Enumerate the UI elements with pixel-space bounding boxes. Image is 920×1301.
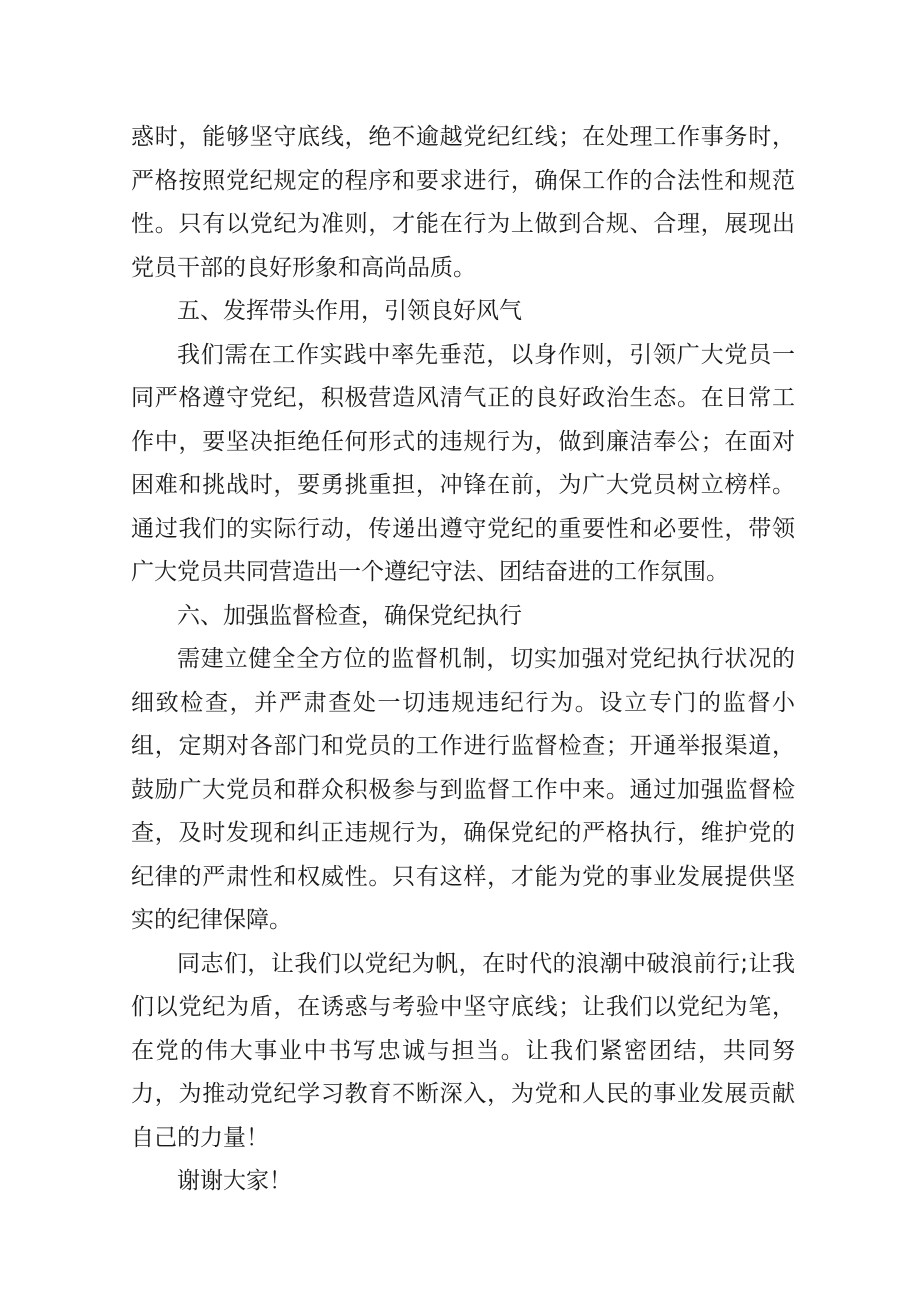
paragraph-supervision: 需建立健全全方位的监督机制，切实加强对党纪执行状况的细致检查，并严肃查处一切违规违纪行为。设立专门的监督小组，定期对各部门和党员的工作进行监督检查；开通举报渠道，鼓励广大党员和群众积极参与到监督工作中来。通过加强监督检查，及时发现和纠正违规行为，确保党纪的严格执行，维护党的纪律的严肃性和权威性。只有这样，才能为党的事业发展提供坚实的纪律保障。 (131, 646, 795, 933)
paragraph-closing-call: 同志们，让我们以党纪为帆，在时代的浪潮中破浪前行;让我们以党纪为盾，在诱惑与考验中坚守底线；让我们以党纪为笔，在党的伟大事业中书写忠诚与担当。让我们紧密团结，共同努力，为推动党纪学习教育不断深入，为党和人民的事业发展贡献自己的力量！ (131, 950, 795, 1151)
document-body (131, 116, 795, 1204)
paragraph-continuation: 惑时，能够坚守底线，绝不逾越党纪红线；在处理工作事务时，严格按照党纪规定的程序和要求进行，确保工作的合法性和规范性。只有以党纪为准则，才能在行为上做到合规、合理，展现出党员干部的良好形象和高尚品质。 (131, 124, 795, 281)
paragraph-leading-example: 我们需在工作实践中率先垂范，以身作则，引领广大党员一同严格遵守党纪，积极营造风清气正的良好政治生态。在日常工作中，要坚决拒绝任何形式的违规行为，做到廉洁奉公；在面对困难和挑战时，要勇挑重担，冲锋在前，为广大党员树立榜样。通过我们的实际行动，传递出遵守党纪的重要性和必要性，带领广大党员共同营造出一个遵纪守法、团结奋进的工作氛围。 (131, 341, 795, 585)
section-heading-six: 六、加强监督检查，确保党纪执行 (177, 602, 522, 629)
paragraph-thanks: 谢谢大家！ (177, 1168, 292, 1194)
section-heading-five: 五、发挥带头作用，引领良好风气 (177, 298, 522, 324)
